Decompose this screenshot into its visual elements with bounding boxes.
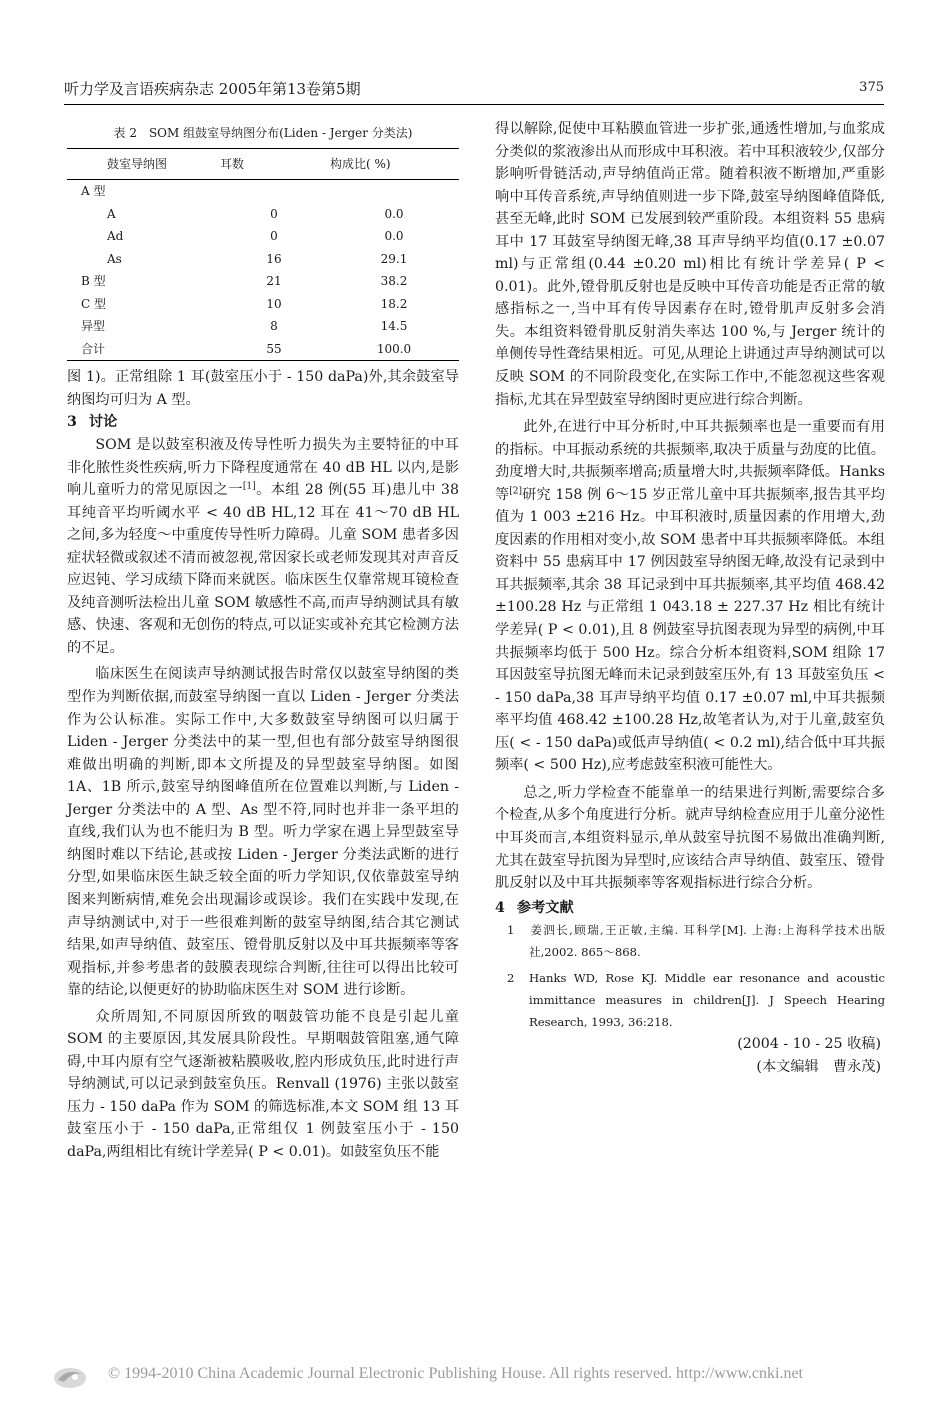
table-cell-ears: 10: [266, 296, 282, 311]
table-cell-ears: [219, 180, 329, 203]
table-row: [67, 248, 459, 271]
right-column: [495, 118, 885, 1078]
editor-note: (本文编辑 曹永茂): [756, 1058, 881, 1075]
cnki-logo-icon: [52, 1364, 88, 1390]
discussion-paragraph-3: 众所周知,不同原因所致的咽鼓管功能不良是引起儿童 SOM 的主要原因,其发展具阶段性。早期咽鼓管阻塞,通气障碍,中耳内原有空气逐渐被粘膜吸收,腔内形成负压,此时进行声导纳测试,可以记录到鼓室负压。Renvall (1976) 主张以鼓室压力 - 150 daPa 作为 SOM 的筛选标准,本文 SOM 组 13 耳鼓室压小于 - 150 daPa,正常组仅 1 例鼓室压小于 - 150 daPa,两组相比有统计学差异( P < 0.01)。如鼓室负压不能: [67, 1008, 459, 1160]
table-cell-ears: 0: [270, 206, 278, 221]
discussion-text: SOM 是以鼓室积液及传导性听力损失为主要特征的中耳非化脓性炎性疾病,听力下降程度通常在 40 dB HL 以内,是影响儿童听力的常见原因之一: [67, 437, 459, 499]
table-cell-ratio: 18.2: [380, 296, 408, 311]
citation-1[interactable]: [1]: [242, 481, 256, 492]
journal-title: 听力学及言语疾病杂志 2005年第13卷第5期: [64, 80, 361, 98]
section-3-number: 3: [67, 414, 77, 431]
table-cell-ratio: 100.0: [329, 338, 459, 361]
table-cell-type: 异型: [81, 319, 106, 334]
page-number: 375: [859, 80, 884, 95]
left-column: [67, 118, 459, 1164]
table-cell-type: A: [107, 206, 116, 221]
table-row: [67, 338, 459, 361]
table-header-ratio: 构成比( %): [329, 149, 459, 180]
discussion-paragraph-4: 得以解除,促使中耳粘膜血管进一步扩张,通透性增加,与血浆成分类似的浆液渗出从而形成中耳积液。若中耳积液较少,仅部分影响听骨链活动,声导纳值尚正常。随着积液不断增加,严重影响中耳传音系统,声导纳值则进一步下降,鼓室导纳图峰值降低,甚至无峰,此时 SOM 已发展到较严重阶段。本组资料 55 患病耳中 17 耳鼓室导纳图无峰,38 耳声导纳平均值(0.17 ±0.07 ml)与正常组(0.44 ±0.20 ml)相比有统计学差异( P < 0.01)。此外,镫骨肌反射也是反映中耳传音功能是否正常的敏感指标之一,当中耳有传导因素存在时,镫骨肌声反射多会消失。本组资料镫骨肌反射消失率达 100 %,与 Jerger 统计的单侧传导性聋结果相近。可见,从理论上讲通过声导纳测试可以反映 SOM 的不同阶段变化,在实际工作中,不能忽视这些客观指标,尤其在异型鼓室导纳图时更应进行综合判断。: [495, 121, 885, 408]
section-4-title: 参考文献: [516, 899, 574, 916]
section-4-heading: [495, 897, 885, 920]
section-4-number: 4: [495, 899, 505, 916]
table-header-row: [67, 149, 459, 180]
reference-text: 姜泗长,顾瑞,王正敏,主编. 耳科学[M]. 上海:上海科学技术出版社,2002. 865～868.: [529, 923, 885, 960]
discussion-paragraph-5: [495, 416, 885, 777]
table-cell-type: C 型: [81, 296, 106, 311]
results-continuation-paragraph: 图 1)。正常组除 1 耳(鼓室压小于 - 150 daPa)外,其余鼓室导纳图均可归为 A 型。: [67, 369, 459, 408]
tympanogram-table: [67, 148, 459, 361]
table-cell-ears: 16: [266, 251, 282, 266]
table-caption: 表 2 SOM 组鼓室导纳图分布(Liden - Jerger 分类法): [113, 126, 413, 140]
discussion-paragraph-2: 临床医生在阅读声导纳测试报告时常仅以鼓室导纳图的类型作为判断依据,而鼓室导纳图一直以 Liden - Jerger 分类法作为公认标准。实际工作中,大多数鼓室导纳图可以归属于 Liden - Jerger 分类法中的某一型,但也有部分鼓室导纳图很难做出明确的判断,即本文所提及的异型鼓室导纳图。如图 1A、1B 所示,鼓室导纳图峰值所在位置难以判断,与 Liden - Jerger 分类法中的 A 型、As 型不符,同时也并非一条平坦的直线,我们认为也不能归为 B 型。听力学家在遇上异型鼓室导纳图时难以下结论,甚或按 Liden - Jerger 分类法武断的进行分型,如果临床医生缺乏较全面的听力学知识,仅依靠鼓室导纳图来判断病情,难免会出现漏诊或误诊。我们在实践中发现,在声导纳测试中,对于一些很难判断的鼓室导纳图,结合其它测试结果,如声导纳值、鼓室压、镫骨肌反射以及中耳共振频率等客观指标,并参考患者的鼓膜表现综合判断,往往可以得出比较可靠的结论,以便更好的协助临床医生对 SOM 进行诊断。: [67, 666, 459, 999]
copyright-footer: [52, 1360, 892, 1394]
table-cell-type: B 型: [81, 274, 106, 289]
citation-2[interactable]: [2]: [509, 486, 523, 497]
table-header-ears: 耳数: [219, 149, 329, 180]
discussion-paragraph-1: [67, 434, 459, 659]
table-cell-ratio: 0.0: [384, 206, 404, 221]
table-cell-type: Ad: [107, 229, 124, 244]
section-3-title: 讨论: [88, 414, 118, 431]
table-cell-ratio: [329, 180, 459, 203]
table-row: [67, 180, 459, 203]
table-cell-ratio: 38.2: [380, 274, 408, 289]
discussion-text: 此外,在进行中耳分析时,中耳共振频率也是一重要而有用的指标。中耳振动系统的共振频率,取决于质量与劲度的比值。劲度增大时,共振频率增高;质量增大时,共振频率降低。Hanks 等: [495, 419, 885, 503]
reference-number: 2: [507, 971, 515, 986]
table-cell-ears: 55: [219, 338, 329, 361]
copyright-text: © 1994-2010 China Academic Journal Electronic Publishing House. All rights reserved. http://www.cnki.net: [108, 1365, 803, 1382]
table-cell-ears: 8: [270, 319, 278, 334]
table-row: [67, 315, 459, 338]
table-cell-type: As: [107, 251, 122, 266]
section-3-heading: [67, 411, 459, 434]
discussion-text: 。本组 28 例(55 耳)患儿中 38 耳纯音平均听阈水平 < 40 dB HL,12 耳在 41～70 dB HL 之间,多为轻度～中重度传导性听力障碍。儿童 SOM 患者多因症状轻微或叙述不清而被忽视,常因家长或老师发现其对声音反应迟钝、学习成绩下降而来就医。临床医生仅靠常规耳镜检查及纯音测听法检出儿童 SOM 敏感性不高,而声导纳测试具有敏感、快速、客观和无创伤的特点,可以证实或补充其它检测方法的不足。: [67, 482, 459, 656]
table-header-type: 鼓室导纳图: [67, 149, 219, 180]
received-date: (2004 - 10 - 25 收稿): [737, 1036, 881, 1053]
reference-number: 1: [507, 923, 515, 938]
running-header: [64, 78, 884, 105]
reference-item: [495, 967, 885, 1033]
conclusion-paragraph: 总之,听力学检查不能靠单一的结果进行判断,需要综合多个检查,从多个角度进行分析。就声导纳检查应用于儿童分泌性中耳炎而言,本组资料显示,单从鼓室导抗图不易做出准确判断,尤其在鼓室导抗图为异型时,应该结合声导纳值、鼓室压、镫骨肌反射以及中耳共振频率等客观指标进行综合分析。: [495, 784, 885, 892]
table-cell-ratio: 0.0: [384, 229, 404, 244]
table-cell-type: A 型: [81, 184, 106, 198]
table-row: [67, 225, 459, 248]
table-cell-ratio: 29.1: [380, 251, 408, 266]
table-cell-type: 合计: [67, 338, 219, 361]
table-cell-ears: 0: [270, 229, 278, 244]
reference-text: Hanks WD, Rose KJ. Middle ear resonance and acoustic immittance measures in children[J]. J Speech Hearing Research, 1993, 36:218.: [529, 971, 885, 1030]
table-row: [67, 270, 459, 293]
table-cell-ratio: 14.5: [380, 319, 408, 334]
table-cell-ears: 21: [266, 274, 282, 289]
discussion-text: 研究 158 例 6～15 岁正常儿童中耳共振频率,报告其平均值为 1 003 ±216 Hz。中耳积液时,质量因素的作用增大,劲度因素的作用相对变小,故 SOM 患者中耳共振频率降低。本组资料中 55 患病耳中 17 例因鼓室导纳图无峰,故没有记录到中耳共振频率,其余 38 耳记录到中耳共振频率,其平均值 468.42 ±100.28 Hz 与正常组 1 043.18 ± 227.37 Hz 相比有统计学差异( P < 0.01),且 8 例鼓室导抗图表现为异型的病例,中耳共振频率均低于 500 Hz。综合分析本组资料,SOM 组除 17 耳因鼓室导抗图无峰而未记录到鼓室压外,有 13 耳鼓室负压 < - 150 daPa,38 耳声导纳平均值 0.17 ±0.07 ml,中耳共振频率平均值 468.42 ±100.28 Hz,故笔者认为,对于儿童,鼓室负压( < - 150 daPa)或低声导纳值( < 0.2 ml),结合低中耳共振频率( < 500 Hz),应考虑鼓室积液可能性大。: [495, 486, 885, 774]
reference-item: [495, 919, 885, 963]
table-row: [67, 203, 459, 226]
table-row: [67, 293, 459, 316]
